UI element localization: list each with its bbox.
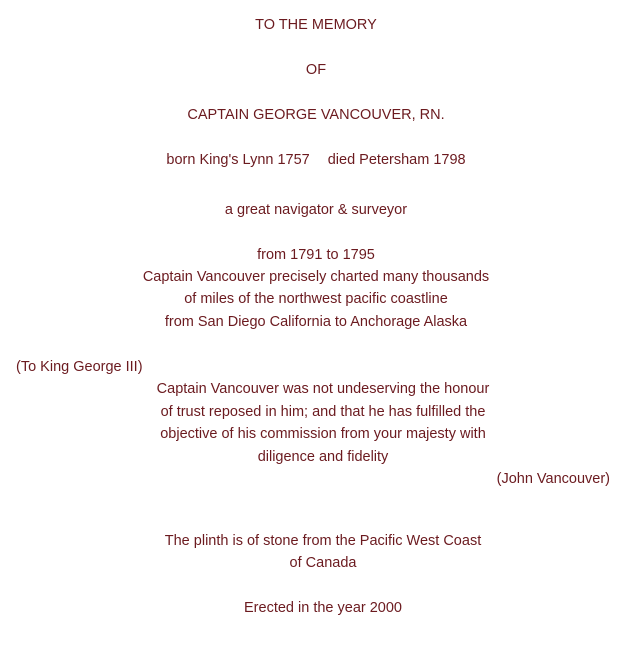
quote-line: objective of his commission from your majesty with xyxy=(160,426,486,442)
quote-line: diligence and fidelity xyxy=(257,449,389,465)
birth-text: born King's Lynn 1757 xyxy=(166,152,310,168)
erected-line: Erected in the year 2000 xyxy=(244,600,402,616)
survey-line: Captain Vancouver precisely charted many thousands xyxy=(142,269,490,285)
name-line: CAPTAIN GEORGE VANCOUVER, RN. xyxy=(187,107,445,123)
quote-line: Captain Vancouver was not undeserving the honour xyxy=(156,381,490,397)
plinth-line: The plinth is of stone from the Pacific West Coast xyxy=(164,533,482,549)
plinth-line: of Canada xyxy=(289,555,357,571)
survey-line: from San Diego California to Anchorage Alaska xyxy=(164,314,468,330)
survey-line: of miles of the northwest pacific coastline xyxy=(184,291,448,307)
quote-line: of trust reposed in him; and that he has fulfilled the xyxy=(160,404,486,420)
dedication-line: TO THE MEMORY xyxy=(255,17,377,33)
dates-line xyxy=(0,151,632,169)
of-line: OF xyxy=(305,62,327,78)
epithet-line: a great navigator & surveyor xyxy=(224,202,408,218)
quote-author: (John Vancouver) xyxy=(496,471,610,487)
survey-line: from 1791 to 1795 xyxy=(257,247,375,263)
quote-addressee: (To King George III) xyxy=(16,359,143,375)
death-text: died Petersham 1798 xyxy=(327,152,466,168)
